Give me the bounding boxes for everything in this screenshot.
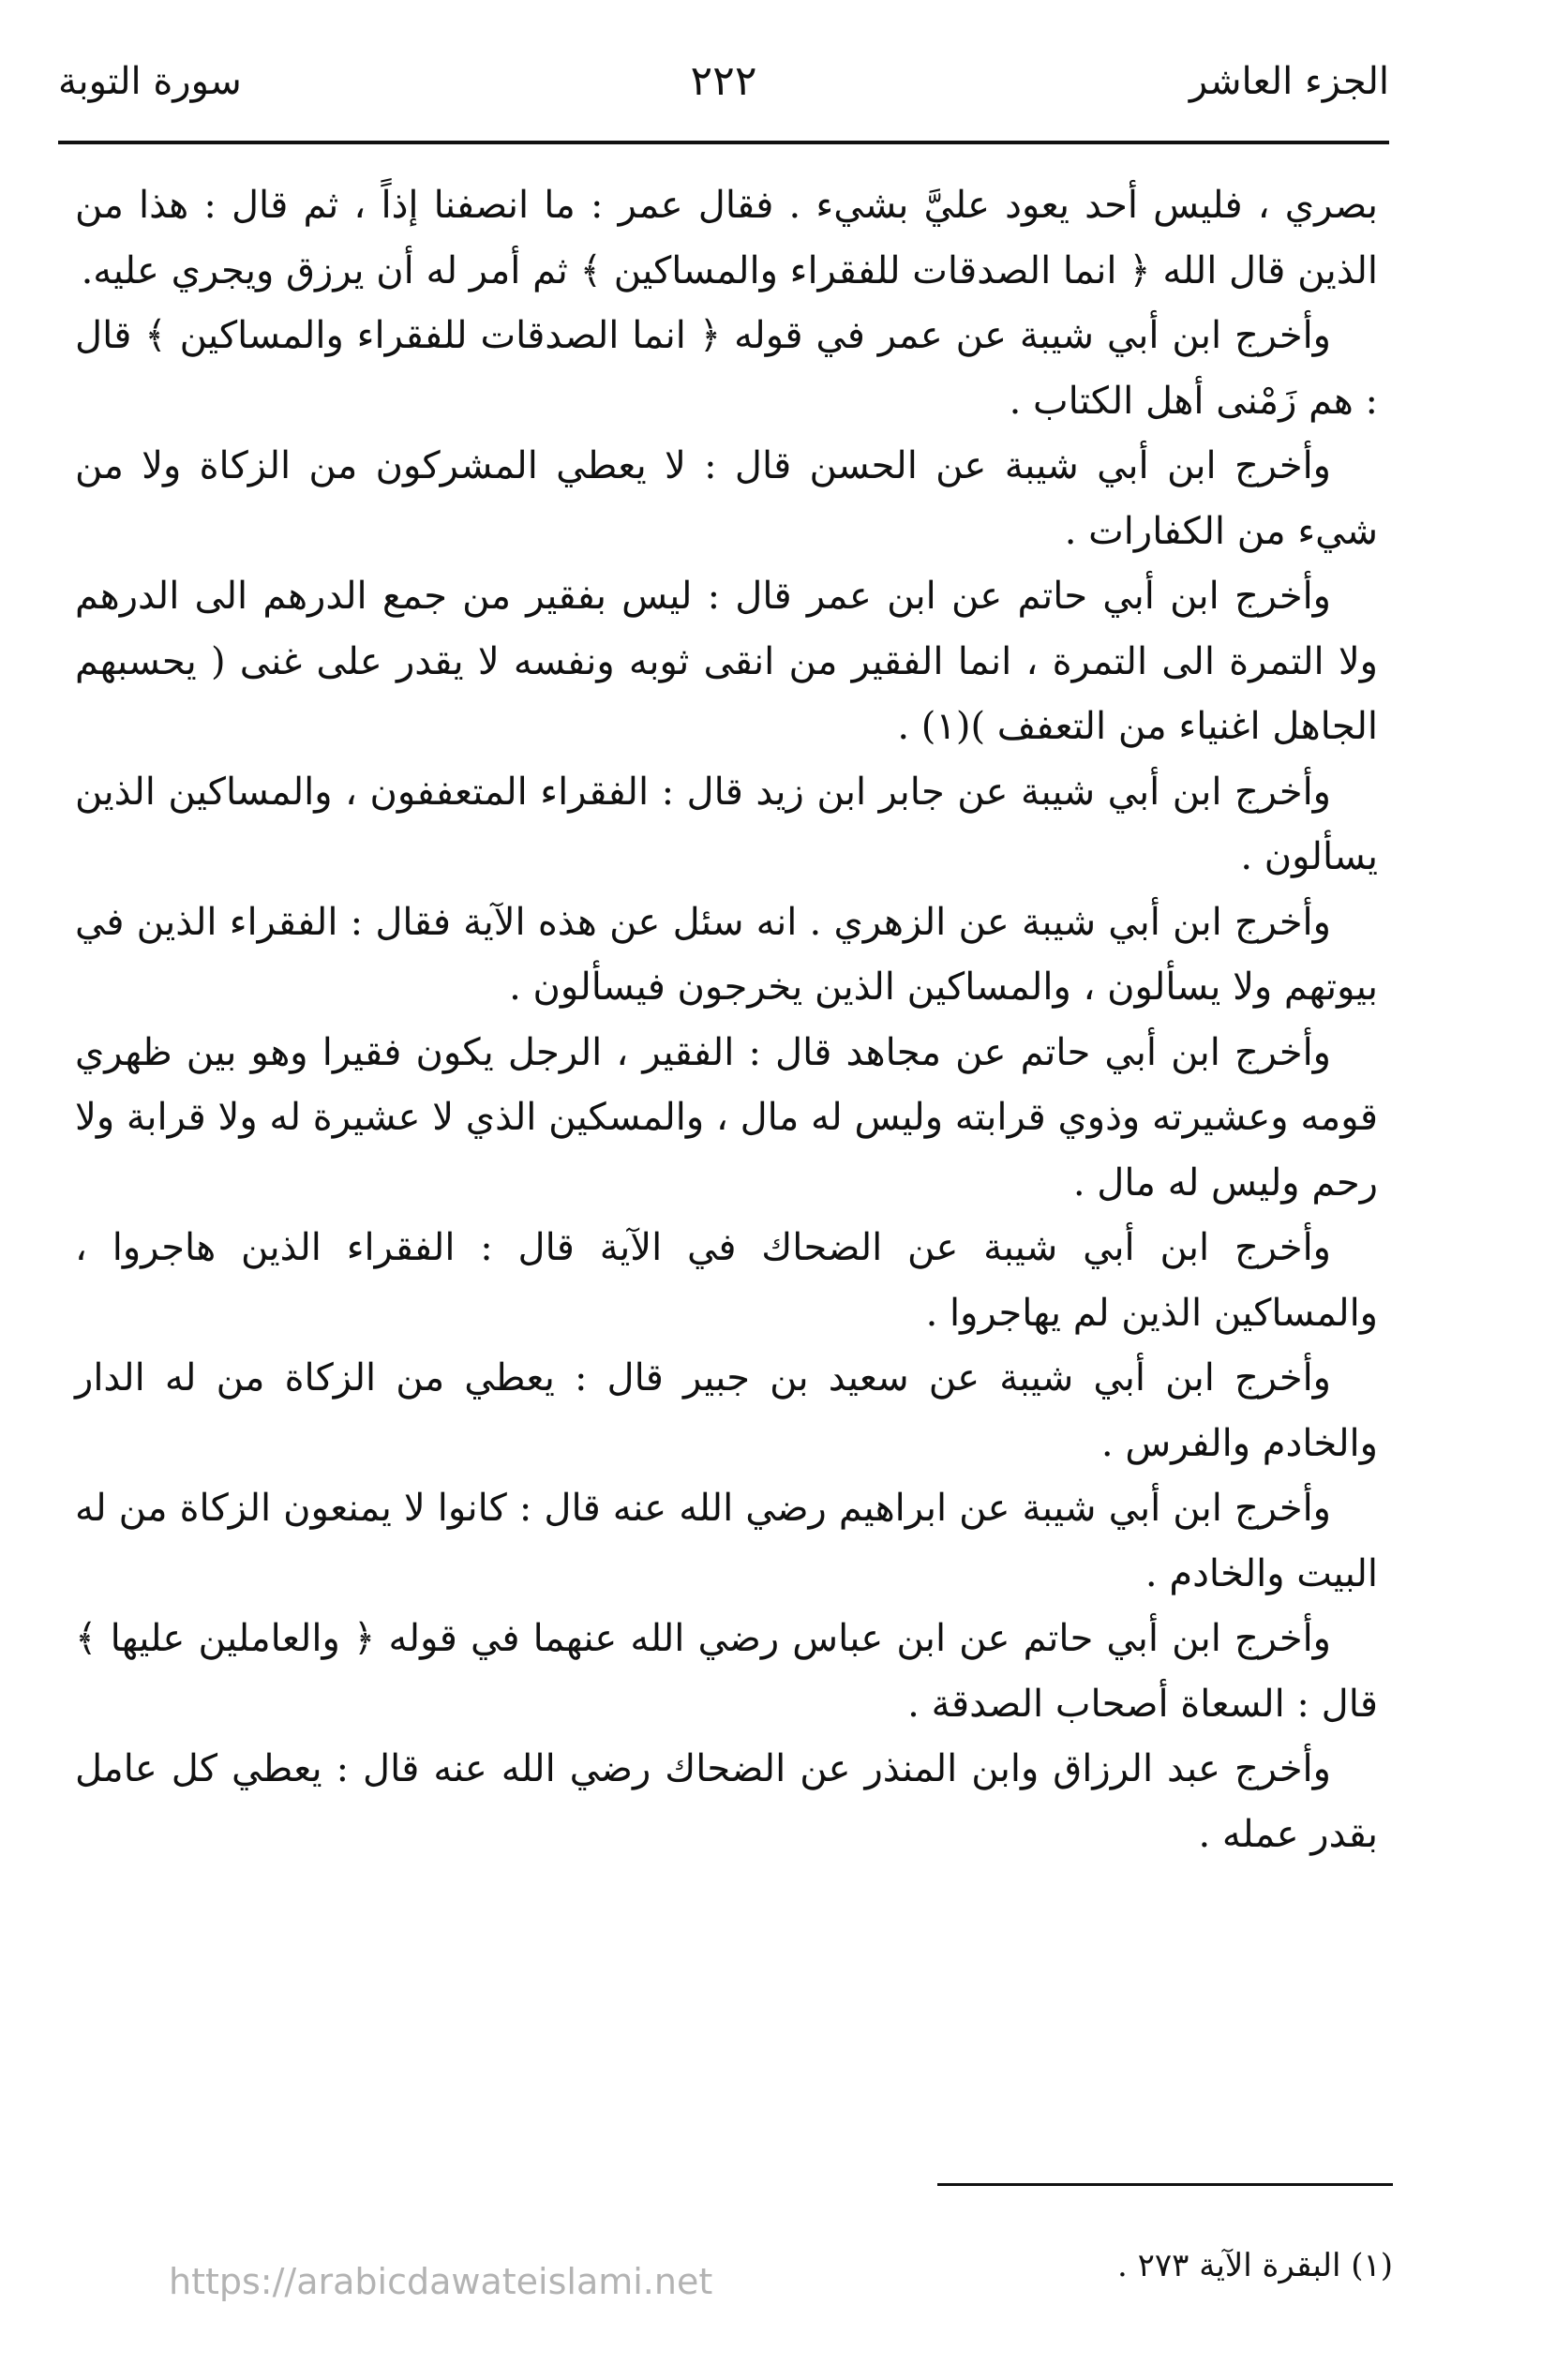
paragraph	[75, 434, 1378, 564]
paragraph	[75, 1346, 1378, 1476]
surah-title: سورة التوبة	[58, 60, 242, 103]
paragraph-text: وأخرج ابن أبي شيبة عن جابر ابن زيد قال : الفقراء المتعففون ، والمساكين الذين يسألون .	[75, 770, 1378, 878]
footnote-divider	[937, 2183, 1393, 2186]
watermark-url: https://arabicdawateislami.net	[169, 2261, 713, 2302]
paragraph-text: وأخرج ابن أبي شيبة عن الزهري . انه سئل عن هذه الآية فقال : الفقراء الذين في بيوتهم ولا يسألون ، والمساكين الذين يخرجون فيسألون .	[75, 900, 1378, 1009]
page-header	[58, 49, 1389, 114]
paragraph	[75, 564, 1378, 760]
paragraph-text: وأخرج ابن أبي شيبة عن ابراهيم رضي الله عنه قال : كانوا لا يمنعون الزكاة من له البيت والخادم .	[75, 1487, 1378, 1595]
paragraph-text: وأخرج ابن أبي حاتم عن ابن عمر قال : ليس بفقير من جمع الدرهم الى الدرهم ولا التمرة الى التمرة ، انما الفقير من انقى ثوبه ونفسه لا يقدر على غنى ( يحسبهم الجاهل اغنياء من التعفف )(١) .	[75, 575, 1378, 748]
paragraph-text: وأخرج ابن أبي شيبة عن سعيد بن جبير قال : يعطي من الزكاة من له الدار والخادم والفرس .	[75, 1356, 1378, 1465]
paragraph-text: وأخرج ابن أبي حاتم عن مجاهد قال : الفقير ، الرجل يكون فقيرا وهو بين ظهري قومه وعشيرته وذوي قرابته وليس له مال ، والمسكين الذي لا عشيرة له ولا قرابة ولا رحم وليس له مال .	[75, 1030, 1378, 1205]
paragraph-text: وأخرج ابن أبي شيبة عن الضحاك في الآية قال : الفقراء الذين هاجروا ، والمساكين الذين لم يهاجروا .	[75, 1226, 1378, 1335]
paragraph	[75, 760, 1378, 891]
paragraph	[75, 1216, 1378, 1346]
paragraph	[75, 304, 1378, 434]
paragraph	[75, 891, 1378, 1021]
header-divider	[58, 141, 1389, 144]
paragraph-text: وأخرج عبد الرزاق وابن المنذر عن الضحاك رضي الله عنه قال : يعطي كل عامل بقدر عمله .	[75, 1747, 1378, 1856]
page-body	[75, 173, 1378, 1867]
footnote: (١) البقرة الآية ٢٧٣ .	[1116, 2247, 1393, 2284]
paragraph-text: وأخرج ابن أبي شيبة عن الحسن قال : لا يعطي المشركون من الزكاة ولا من شيء من الكفارات .	[75, 444, 1378, 553]
juz-title: الجزء العاشر	[1189, 60, 1389, 103]
paragraph	[75, 1607, 1378, 1737]
paragraph	[75, 173, 1378, 304]
paragraph-text: وأخرج ابن أبي شيبة عن عمر في قوله ﴿ انما الصدقات للفقراء والمساكين ﴾ قال : هم زَمْنى أهل الكتاب .	[75, 314, 1378, 423]
paragraph-text: وأخرج ابن أبي حاتم عن ابن عباس رضي الله عنهما في قوله ﴿ والعاملين عليها ﴾ قال : السعاة أصحاب الصدقة .	[75, 1617, 1378, 1726]
paragraph	[75, 1476, 1378, 1607]
paragraph	[75, 1737, 1378, 1867]
page-number: ٢٢٢	[690, 57, 757, 105]
paragraph	[75, 1021, 1378, 1217]
paragraph-text: بصري ، فليس أحد يعود عليَّ بشيء . فقال عمر : ما انصفنا إذاً ، ثم قال : هذا من الذين قال الله ﴿ انما الصدقات للفقراء والمساكين ﴾ ثم أمر له أن يرزق ويجري عليه.	[75, 184, 1378, 292]
